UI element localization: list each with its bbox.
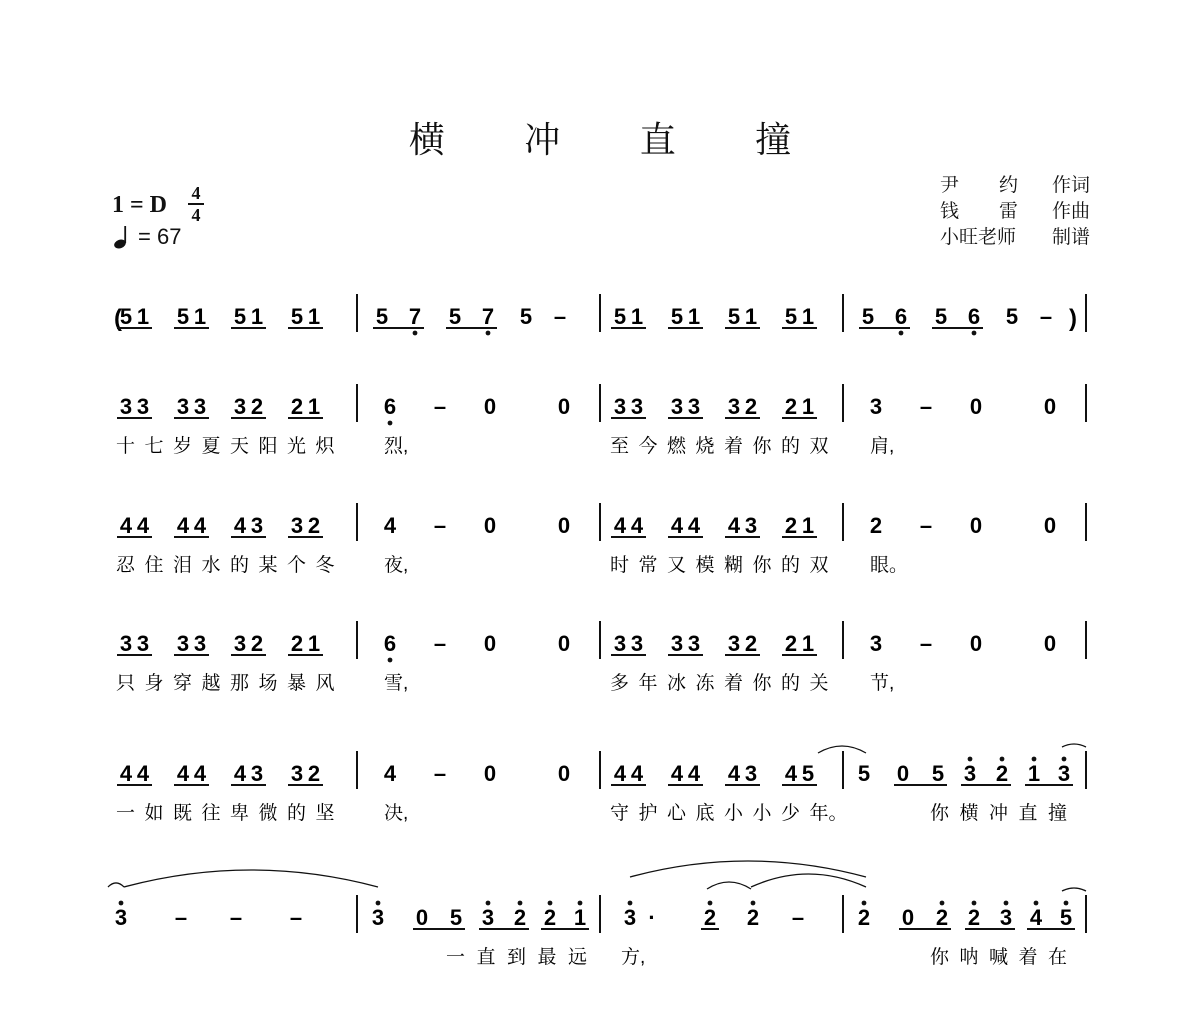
lyric-character: 小 bbox=[752, 803, 772, 824]
note-numeral: 3 bbox=[727, 394, 741, 419]
octave-dot-above bbox=[376, 901, 381, 906]
lyric-character: 风 bbox=[315, 673, 335, 694]
note-numeral: 3 bbox=[999, 905, 1013, 930]
lyric-character: 个 bbox=[287, 555, 307, 576]
octave-dot-above bbox=[1000, 757, 1005, 762]
note-numeral: 5 bbox=[519, 304, 533, 329]
note-numeral: – bbox=[433, 513, 447, 538]
note-numeral: – bbox=[1039, 304, 1053, 329]
note-numeral: 5 bbox=[448, 304, 462, 329]
lyric-character: 烧 bbox=[695, 436, 715, 457]
note-numeral: 2 bbox=[995, 761, 1009, 786]
tie-slur bbox=[751, 874, 866, 887]
octave-dot-below bbox=[388, 658, 393, 663]
note-numeral: 2 bbox=[869, 513, 883, 538]
transcriber-role: 制谱 bbox=[1051, 226, 1090, 248]
note-numeral: 6 bbox=[894, 304, 908, 329]
lyric-character: 的 bbox=[781, 555, 801, 576]
note-numeral: 7 bbox=[481, 304, 495, 329]
note-numeral: 4 bbox=[193, 513, 207, 538]
note-numeral: 0 bbox=[557, 513, 571, 538]
note-numeral: – bbox=[791, 905, 805, 930]
note-numeral: 4 bbox=[119, 513, 133, 538]
note-numeral: 3 bbox=[176, 631, 190, 656]
lyric-character: 一 bbox=[116, 803, 136, 824]
note-numeral: 0 bbox=[1043, 394, 1057, 419]
lyric-character: 着 bbox=[724, 436, 744, 457]
lyric-character: 身 bbox=[144, 673, 164, 694]
note-numeral: 5 bbox=[931, 761, 945, 786]
note-numeral: 4 bbox=[233, 761, 247, 786]
note-numeral: 3 bbox=[119, 631, 133, 656]
note-numeral: 4 bbox=[670, 761, 684, 786]
lyric-character: 既 bbox=[173, 803, 193, 824]
note-numeral: 4 bbox=[383, 513, 397, 538]
lyric-character: 心 bbox=[667, 803, 687, 824]
note-numeral: 5 bbox=[861, 304, 875, 329]
transcriber-name: 小旺老师 bbox=[940, 226, 1017, 248]
octave-dot-above bbox=[751, 901, 756, 906]
note-numeral: 3 bbox=[727, 631, 741, 656]
lyric-character: 冻 bbox=[695, 673, 715, 694]
lyric-character: 方, bbox=[621, 947, 646, 968]
note-numeral: 2 bbox=[744, 631, 758, 656]
note-numeral: 1 bbox=[1027, 761, 1041, 786]
note-numeral: 0 bbox=[415, 905, 429, 930]
note-numeral: 3 bbox=[869, 394, 883, 419]
lyric-character: 暴 bbox=[287, 673, 307, 694]
note-numeral: 3 bbox=[290, 513, 304, 538]
note-numeral: 5 bbox=[1005, 304, 1019, 329]
note-numeral: 3 bbox=[744, 761, 758, 786]
note-numeral: 3 bbox=[250, 513, 264, 538]
lyric-character: 燃 bbox=[667, 436, 687, 457]
note-numeral: 2 bbox=[746, 905, 760, 930]
note-numeral: 3 bbox=[290, 761, 304, 786]
octave-dot-above bbox=[708, 901, 713, 906]
note-numeral: 4 bbox=[383, 761, 397, 786]
lyric-character: 雪, bbox=[384, 673, 409, 694]
note-numeral: 5 bbox=[857, 761, 871, 786]
lyric-character: 年。 bbox=[809, 803, 848, 824]
key-signature: 1 = D bbox=[112, 192, 168, 218]
note-numeral: 3 bbox=[687, 394, 701, 419]
note-numeral: 5 bbox=[727, 304, 741, 329]
lyric-character: 坚 bbox=[315, 803, 335, 824]
note-numeral: 4 bbox=[727, 513, 741, 538]
lyric-character: 冰 bbox=[667, 673, 687, 694]
note-numeral: 5 bbox=[934, 304, 948, 329]
lyric-character: 肩, bbox=[870, 436, 895, 457]
lyric-character: 关 bbox=[809, 673, 829, 694]
note-numeral: – bbox=[289, 905, 303, 930]
time-signature-bottom: 4 bbox=[191, 205, 201, 225]
lyric-character: 场 bbox=[258, 673, 278, 694]
composer-name-2: 雷 bbox=[998, 200, 1018, 222]
note-numeral: 2 bbox=[784, 394, 798, 419]
note-numeral: 1 bbox=[307, 631, 321, 656]
lyric-character: 某 bbox=[258, 555, 278, 576]
note-numeral: 2 bbox=[250, 631, 264, 656]
note-numeral: 7 bbox=[408, 304, 422, 329]
lyric-character: 光 bbox=[287, 436, 307, 457]
note-numeral: 0 bbox=[1043, 513, 1057, 538]
lyric-character: 住 bbox=[144, 555, 164, 576]
lyric-character: 那 bbox=[230, 673, 250, 694]
lyric-character: 阳 bbox=[258, 436, 278, 457]
lyric-character: 最 bbox=[537, 947, 557, 968]
lyric-character: 时 bbox=[610, 555, 630, 576]
note-numeral: 4 bbox=[136, 513, 150, 538]
lyric-character: 你 bbox=[930, 803, 950, 824]
octave-dot-above bbox=[1004, 901, 1009, 906]
lyric-character: 底 bbox=[695, 803, 715, 824]
note-numeral: 0 bbox=[1043, 631, 1057, 656]
lyric-character: 远 bbox=[568, 947, 588, 968]
note-numeral: 5 bbox=[801, 761, 815, 786]
octave-dot-below bbox=[899, 331, 904, 336]
note-numeral: 3 bbox=[371, 905, 385, 930]
note-numeral: 3 bbox=[481, 905, 495, 930]
lyric-character: 双 bbox=[809, 436, 829, 457]
lyric-character: 着 bbox=[1018, 947, 1038, 968]
octave-dot-above bbox=[972, 901, 977, 906]
lyric-character: 撞 bbox=[1048, 803, 1068, 824]
note-numeral: 0 bbox=[483, 761, 497, 786]
note-numeral: 2 bbox=[784, 631, 798, 656]
note-numeral: 3 bbox=[623, 905, 637, 930]
note-numeral: 3 bbox=[250, 761, 264, 786]
note-numeral: 4 bbox=[613, 513, 627, 538]
lyric-character: 泪 bbox=[173, 555, 193, 576]
note-numeral: 1 bbox=[801, 304, 815, 329]
lyric-character: 夜, bbox=[384, 555, 409, 576]
note-numeral: 3 bbox=[963, 761, 977, 786]
note-numeral: 6 bbox=[383, 394, 397, 419]
note-numeral: 4 bbox=[613, 761, 627, 786]
octave-dot-below bbox=[413, 331, 418, 336]
octave-dot-above bbox=[518, 901, 523, 906]
lyric-character: 直 bbox=[476, 947, 496, 968]
lyric-character: 越 bbox=[201, 673, 221, 694]
note-numeral: 4 bbox=[630, 761, 644, 786]
lyric-character: 卑 bbox=[230, 803, 250, 824]
note-numeral: 2 bbox=[703, 905, 717, 930]
octave-dot-above bbox=[486, 901, 491, 906]
octave-dot-above bbox=[862, 901, 867, 906]
note-numeral: 1 bbox=[801, 513, 815, 538]
lyric-character: 穿 bbox=[173, 673, 193, 694]
lyric-character: 十 bbox=[116, 436, 136, 457]
lyric-character: 到 bbox=[507, 947, 527, 968]
note-numeral: 1 bbox=[573, 905, 587, 930]
lyric-character: 的 bbox=[781, 436, 801, 457]
octave-dot-below bbox=[388, 421, 393, 426]
octave-dot-above bbox=[1062, 757, 1067, 762]
note-numeral: 0 bbox=[969, 394, 983, 419]
note-numeral: 6 bbox=[967, 304, 981, 329]
lyricist-name-2: 约 bbox=[998, 174, 1018, 196]
octave-dot-below bbox=[486, 331, 491, 336]
lyric-character: 岁 bbox=[173, 436, 193, 457]
note-numeral: 2 bbox=[935, 905, 949, 930]
lyric-character: 直 bbox=[1018, 803, 1038, 824]
note-numeral: 2 bbox=[250, 394, 264, 419]
note-numeral: 4 bbox=[233, 513, 247, 538]
note-numeral: 3 bbox=[119, 394, 133, 419]
note-numeral: 3 bbox=[1057, 761, 1071, 786]
note-numeral: 0 bbox=[483, 513, 497, 538]
note-numeral: 2 bbox=[307, 513, 321, 538]
lyric-character: 如 bbox=[144, 803, 164, 824]
note-numeral: 1 bbox=[307, 394, 321, 419]
note-numeral: 0 bbox=[969, 631, 983, 656]
close-paren: ) bbox=[1069, 305, 1077, 332]
note-numeral: 2 bbox=[857, 905, 871, 930]
note-numeral: – bbox=[229, 905, 243, 930]
lyric-character: 常 bbox=[638, 555, 658, 576]
note-numeral: 4 bbox=[670, 513, 684, 538]
note-numeral: – bbox=[919, 631, 933, 656]
note-numeral: 4 bbox=[193, 761, 207, 786]
note-numeral: 4 bbox=[119, 761, 133, 786]
note-numeral: 1 bbox=[630, 304, 644, 329]
note-numeral: 3 bbox=[630, 394, 644, 419]
lyric-character: 往 bbox=[201, 803, 221, 824]
note-numeral: 5 bbox=[375, 304, 389, 329]
tempo-value: = 67 bbox=[138, 224, 182, 249]
note-numeral: 0 bbox=[557, 631, 571, 656]
note-numeral: 5 bbox=[176, 304, 190, 329]
lyric-character: 的 bbox=[781, 673, 801, 694]
note-numeral: 0 bbox=[969, 513, 983, 538]
note-numeral: – bbox=[919, 394, 933, 419]
lyric-character: 呐 bbox=[959, 947, 979, 968]
lyric-character: 守 bbox=[610, 803, 630, 824]
note-numeral: 2 bbox=[967, 905, 981, 930]
lyric-character: 你 bbox=[752, 673, 772, 694]
song-title: 横 冲 直 撞 bbox=[408, 120, 826, 161]
note-numeral: 2 bbox=[784, 513, 798, 538]
note-numeral: 4 bbox=[176, 761, 190, 786]
lyric-character: 在 bbox=[1048, 947, 1068, 968]
note-numeral: 1 bbox=[687, 304, 701, 329]
lyric-character: 又 bbox=[667, 555, 687, 576]
note-numeral: – bbox=[919, 513, 933, 538]
note-numeral: 5 bbox=[670, 304, 684, 329]
lyric-character: 冬 bbox=[315, 555, 335, 576]
lyric-character: 只 bbox=[116, 673, 136, 694]
note-numeral: 1 bbox=[250, 304, 264, 329]
note-numeral: 3 bbox=[869, 631, 883, 656]
note-numeral: – bbox=[174, 905, 188, 930]
note-numeral: 5 bbox=[233, 304, 247, 329]
note-numeral: 1 bbox=[193, 304, 207, 329]
note-numeral: 3 bbox=[193, 394, 207, 419]
note-numeral: – bbox=[433, 761, 447, 786]
note-numeral: 3 bbox=[613, 394, 627, 419]
note-numeral: 4 bbox=[687, 513, 701, 538]
note-numeral: 2 bbox=[744, 394, 758, 419]
octave-dot-above bbox=[548, 901, 553, 906]
octave-dot-above bbox=[968, 757, 973, 762]
note-numeral: 0 bbox=[896, 761, 910, 786]
lyric-character: 双 bbox=[809, 555, 829, 576]
note-numeral: 3 bbox=[744, 513, 758, 538]
lyric-character: 年 bbox=[638, 673, 658, 694]
note-numeral: 1 bbox=[801, 394, 815, 419]
note-numeral: 2 bbox=[513, 905, 527, 930]
tie-slur bbox=[707, 882, 751, 889]
note-numeral: 4 bbox=[727, 761, 741, 786]
octave-dot-above bbox=[1064, 901, 1069, 906]
lyric-character: 喊 bbox=[989, 947, 1009, 968]
note-numeral: 1 bbox=[801, 631, 815, 656]
octave-dot-above bbox=[578, 901, 583, 906]
note-numeral: 1 bbox=[136, 304, 150, 329]
lyric-character: 着 bbox=[724, 673, 744, 694]
tie-slur bbox=[1062, 744, 1086, 747]
note-numeral: 1 bbox=[744, 304, 758, 329]
lyric-character: 模 bbox=[695, 555, 715, 576]
note-numeral: 0 bbox=[557, 394, 571, 419]
note-numeral: 3 bbox=[630, 631, 644, 656]
time-signature-top: 4 bbox=[191, 183, 201, 203]
lyric-character: 至 bbox=[610, 436, 630, 457]
lyric-character: 水 bbox=[201, 555, 221, 576]
lyric-character: 决, bbox=[384, 803, 409, 824]
lyric-character: 你 bbox=[752, 436, 772, 457]
note-numeral: 6 bbox=[383, 631, 397, 656]
lyric-character: 七 bbox=[144, 436, 164, 457]
octave-dot-above bbox=[119, 901, 124, 906]
note-numeral: · bbox=[648, 905, 656, 930]
note-numeral: 0 bbox=[901, 905, 915, 930]
note-numeral: – bbox=[553, 304, 567, 329]
lyric-character: 夏 bbox=[201, 436, 221, 457]
lyric-character: 多 bbox=[610, 673, 630, 694]
lyric-character: 你 bbox=[930, 947, 950, 968]
note-numeral: 0 bbox=[483, 631, 497, 656]
lyric-character: 烈, bbox=[384, 436, 409, 457]
lyricist-name-1: 尹 bbox=[940, 174, 960, 196]
note-numeral: 3 bbox=[233, 394, 247, 419]
note-numeral: 3 bbox=[687, 631, 701, 656]
lyric-character: 微 bbox=[258, 803, 278, 824]
lyric-character: 冲 bbox=[989, 803, 1009, 824]
lyric-character: 糊 bbox=[724, 555, 744, 576]
note-numeral: 4 bbox=[1029, 905, 1043, 930]
note-numeral: 5 bbox=[449, 905, 463, 930]
note-numeral: 4 bbox=[784, 761, 798, 786]
note-numeral: 3 bbox=[233, 631, 247, 656]
note-numeral: 2 bbox=[307, 761, 321, 786]
note-numeral: 3 bbox=[114, 905, 128, 930]
note-numeral: 3 bbox=[136, 394, 150, 419]
octave-dot-below bbox=[972, 331, 977, 336]
octave-dot-above bbox=[628, 901, 633, 906]
tie-slur bbox=[630, 861, 866, 877]
composer-role: 作曲 bbox=[1051, 200, 1090, 222]
note-numeral: 5 bbox=[613, 304, 627, 329]
lyric-character: 少 bbox=[781, 803, 801, 824]
note-numeral: 3 bbox=[670, 631, 684, 656]
note-numeral: 2 bbox=[290, 394, 304, 419]
lyric-character: 的 bbox=[287, 803, 307, 824]
note-numeral: 3 bbox=[193, 631, 207, 656]
note-numeral: 0 bbox=[557, 761, 571, 786]
lyric-character: 眼。 bbox=[870, 555, 909, 576]
note-numeral: 4 bbox=[136, 761, 150, 786]
lyric-character: 小 bbox=[724, 803, 744, 824]
note-numeral: 3 bbox=[613, 631, 627, 656]
octave-dot-above bbox=[940, 901, 945, 906]
note-numeral: 5 bbox=[119, 304, 133, 329]
note-numeral: 5 bbox=[1059, 905, 1073, 930]
octave-dot-above bbox=[1032, 757, 1037, 762]
note-numeral: 4 bbox=[630, 513, 644, 538]
note-numeral: 2 bbox=[290, 631, 304, 656]
note-numeral: 4 bbox=[176, 513, 190, 538]
lyric-character: 天 bbox=[230, 436, 250, 457]
note-numeral: 3 bbox=[176, 394, 190, 419]
lyric-character: 忍 bbox=[116, 555, 136, 576]
note-numeral: 3 bbox=[670, 394, 684, 419]
note-numeral: 0 bbox=[483, 394, 497, 419]
lyric-character: 护 bbox=[638, 803, 658, 824]
tie-slur bbox=[1062, 888, 1086, 891]
lyric-character: 你 bbox=[752, 555, 772, 576]
open-paren: ( bbox=[114, 305, 122, 332]
note-numeral: 4 bbox=[687, 761, 701, 786]
lyric-character: 一 bbox=[446, 947, 466, 968]
lyricist-role: 作词 bbox=[1051, 174, 1090, 196]
tie-slur bbox=[108, 883, 124, 887]
lyric-character: 横 bbox=[959, 803, 979, 824]
note-numeral: 5 bbox=[784, 304, 798, 329]
note-numeral: – bbox=[433, 631, 447, 656]
lyric-character: 节, bbox=[870, 673, 895, 694]
note-numeral: 3 bbox=[136, 631, 150, 656]
lyric-character: 炽 bbox=[315, 436, 335, 457]
octave-dot-above bbox=[1034, 901, 1039, 906]
lyric-character: 的 bbox=[230, 555, 250, 576]
note-numeral: 1 bbox=[307, 304, 321, 329]
tie-slur bbox=[124, 870, 378, 887]
note-numeral: – bbox=[433, 394, 447, 419]
lyric-character: 今 bbox=[638, 436, 658, 457]
note-numeral: 2 bbox=[543, 905, 557, 930]
composer-name-1: 钱 bbox=[940, 200, 960, 222]
note-numeral: 5 bbox=[290, 304, 304, 329]
